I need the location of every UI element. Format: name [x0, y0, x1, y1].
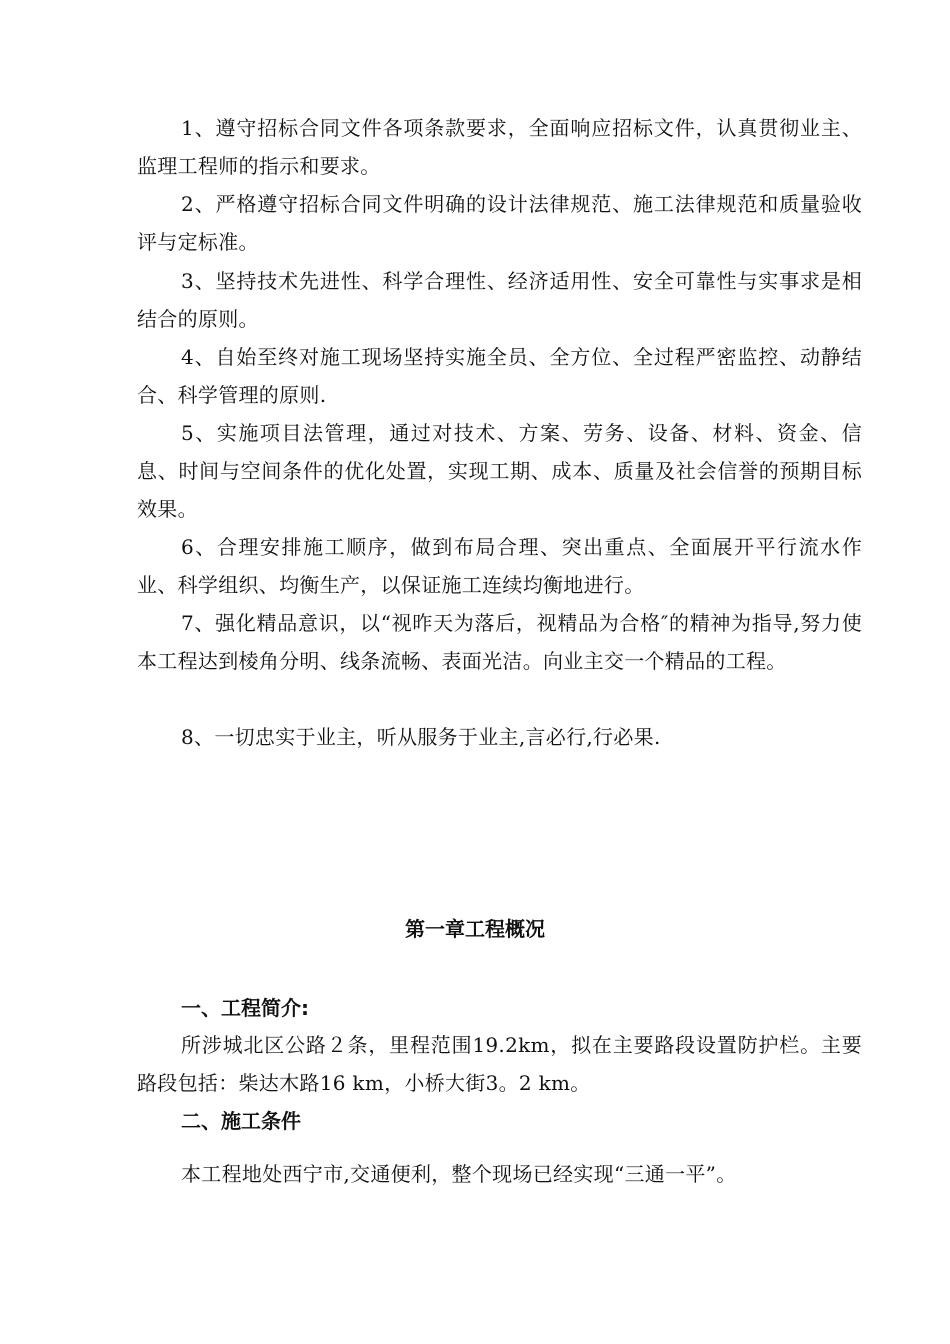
- section-heading-overview: 一、工程简介:: [181, 996, 309, 1020]
- chapter-title: 第一章工程概况: [405, 917, 545, 941]
- section-heading-conditions: 二、施工条件: [181, 1109, 301, 1133]
- principle-item-6: 6、合理安排施工顺序，做到布局合理、突出重点、全面展开平行流水作业、科学组织、均衡生产，以保证施工连续均衡地进行。: [137, 535, 862, 597]
- principle-item-5: 5、实施项目法管理，通过对技术、方案、劳务、设备、材料、资金、信息、时间与空间条件的优化处置，实现工期、成本、质量及社会信誉的预期目标效果。: [137, 421, 862, 521]
- principle-item-1: 1、遵守招标合同文件各项条款要求，全面响应招标文件，认真贯彻业主、监理工程师的指示和要求。: [137, 116, 862, 178]
- section-body-overview: 所涉城北区公路２条，里程范围19.2km，拟在主要路段设置防护栏。主要路段包括：柴达木路16 km，小桥大街3。2 km。: [137, 1033, 862, 1095]
- section-body-conditions: 本工程地处西宁市,交通便利，整个现场已经实现“三通一平”。: [181, 1162, 737, 1186]
- principle-item-3: 3、坚持技术先进性、科学合理性、经济适用性、安全可靠性与实事求是相结合的原则。: [137, 269, 862, 331]
- principle-item-8: 8、一切忠实于业主，听从服务于业主,言必行,行必果.: [181, 725, 661, 749]
- principle-item-4: 4、自始至终对施工现场坚持实施全员、全方位、全过程严密监控、动静结合、科学管理的原则.: [137, 345, 862, 407]
- principle-item-2: 2、严格遵守招标合同文件明确的设计法律规范、施工法律规范和质量验收评与定标准。: [137, 192, 862, 254]
- principle-item-7: 7、强化精品意识，以“视昨天为落后，视精品为合格″的精神为指导,努力使本工程达到棱角分明、线条流畅、表面光洁。向业主交一个精品的工程。: [137, 611, 862, 673]
